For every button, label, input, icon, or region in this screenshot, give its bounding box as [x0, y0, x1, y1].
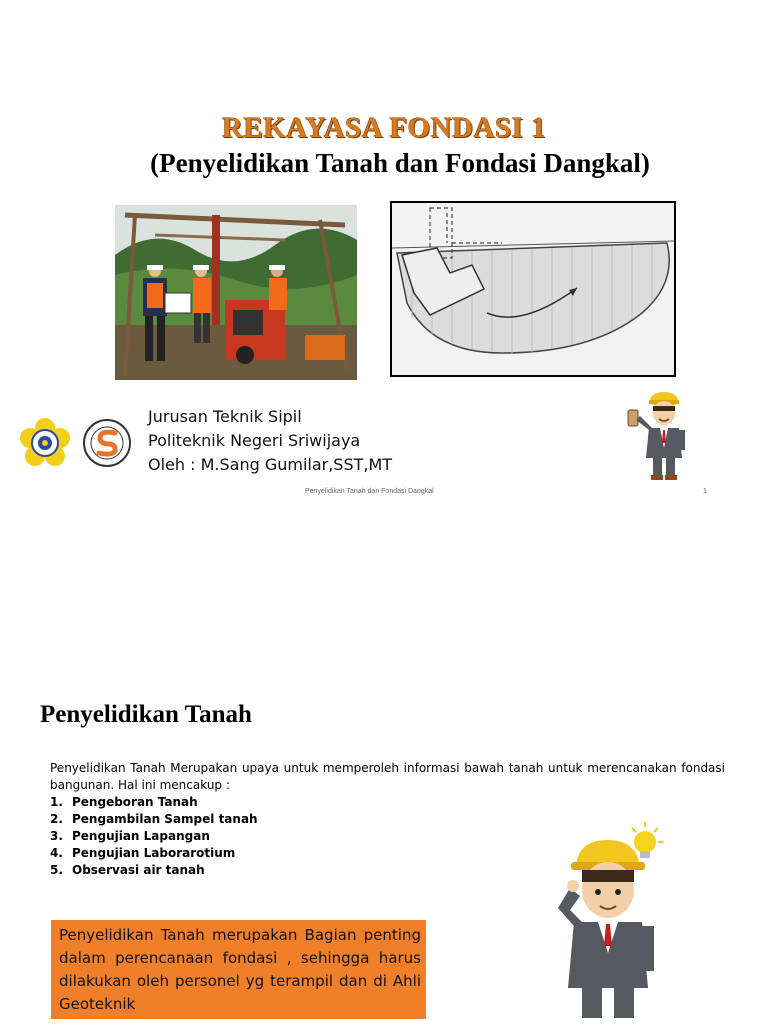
engineer-character-icon	[622, 388, 694, 482]
list-item: 2. Pengambilan Sampel tanah	[50, 812, 258, 826]
polytechnic-logo-icon	[82, 418, 132, 468]
list-item: 3. Pengujian Lapangan	[50, 829, 210, 843]
list-item: 4. Pengujian Laborarotium	[50, 846, 236, 860]
university-seal-icon	[20, 418, 70, 468]
lightbulb-icon	[632, 822, 663, 858]
page-number: 1	[703, 488, 707, 495]
field-drilling-photo	[115, 205, 357, 380]
intro-paragraph: Penyelidikan Tanah Merupakan upaya untuk memperoleh informasi bawah tanah untuk merencanakan fondasi bangunan. Hal ini mencakup :	[50, 761, 725, 792]
soil-failure-diagram	[390, 201, 676, 377]
institution-text: Politeknik Negeri Sriwijaya	[148, 431, 361, 450]
slide-footer: Penyelidikan Tanah dan Fondasi Dangkal	[305, 488, 434, 495]
slide-subtitle: (Penyelidikan Tanah dan Fondasi Dangkal)	[150, 148, 650, 178]
section-title: Penyelidikan Tanah	[40, 701, 252, 728]
author-text: Oleh : M.Sang Gumilar,SST,MT	[148, 455, 393, 474]
slide-title: REKAYASA FONDASI 1	[221, 112, 547, 144]
list-item: 5. Observasi air tanah	[50, 863, 205, 877]
thinking-engineer-icon	[548, 818, 673, 1024]
investigation-list	[50, 794, 258, 879]
department-text: Jurusan Teknik Sipil	[148, 407, 302, 426]
list-item: 1. Pengeboran Tanah	[50, 795, 198, 809]
callout-box	[51, 920, 426, 1019]
callout-text: Penyelidikan Tanah merupakan Bagian penting dalam perencanaan fondasi , sehingga harus dilakukan oleh personel yg terampil dan di Ahli Geoteknik	[59, 926, 421, 1013]
